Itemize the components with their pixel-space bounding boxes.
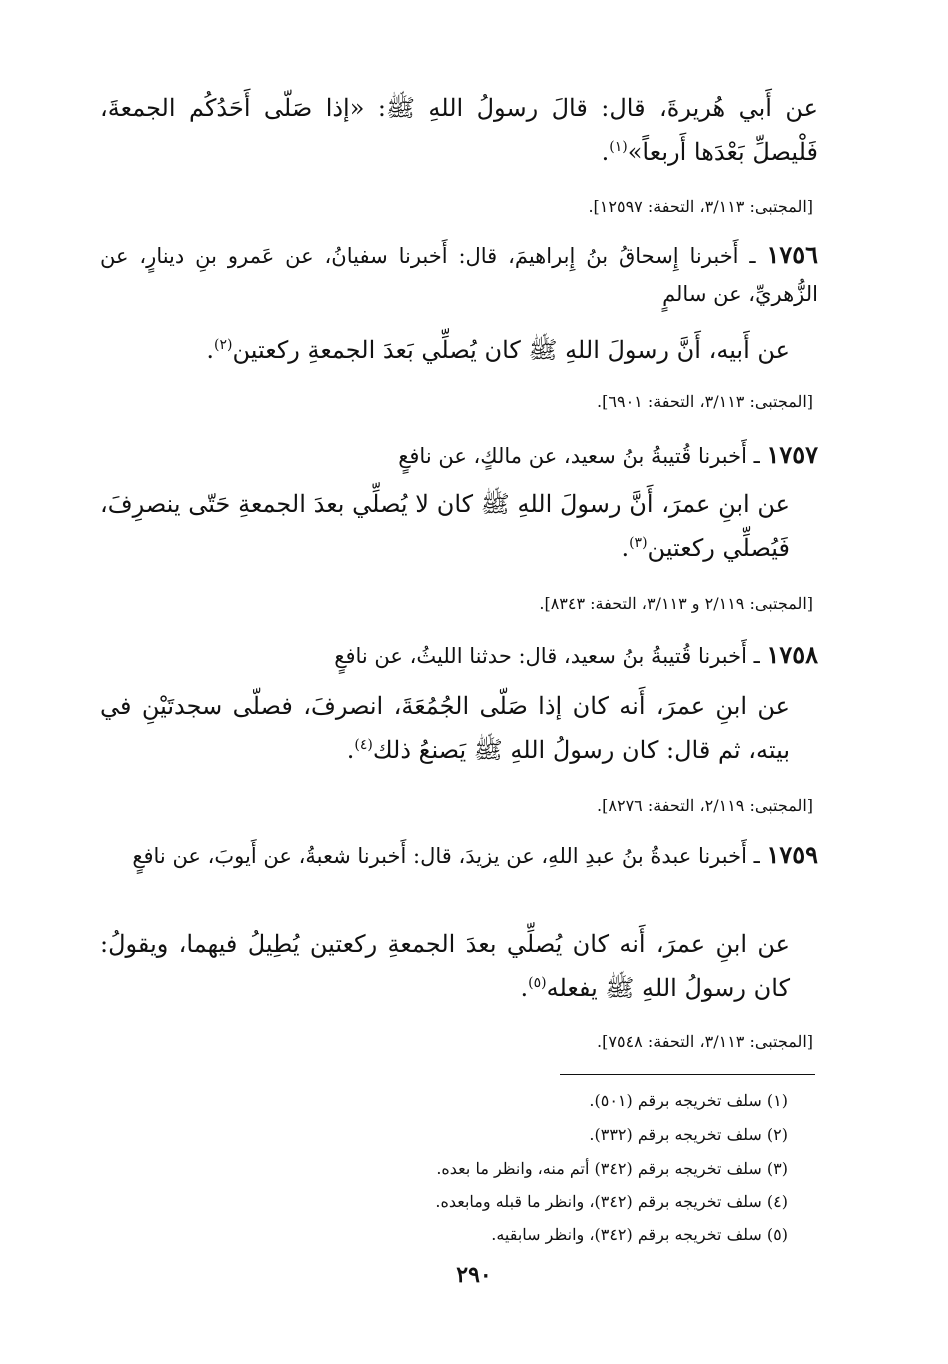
hadith-text-end: . — [206, 336, 215, 364]
hadith-text-body: عن أَبيه، أَنَّ رسولَ اللهِ ﷺ كان يُصلِّي بَعدَ الجمعةِ ركعتين — [232, 336, 790, 364]
footnote-2: (٢) سلف تخريجه برقم (٣٣٢). — [589, 1125, 788, 1144]
hadith-text — [100, 328, 818, 372]
footnote-separator — [560, 1074, 815, 1075]
hadith-text-end: . — [520, 974, 529, 1002]
hadith-text-end: . — [601, 138, 610, 166]
footnote-marker[interactable]: (٣) — [629, 535, 648, 551]
hadith-text-end: . — [621, 534, 630, 562]
isnad-text: ـ أَخبرنا عبدةُ بنُ عبدِ اللهِ، عن يزيدَ، قال: أَخبرنا شعبةُ، عن أَيوبَ، عن نافعٍ — [132, 844, 767, 868]
hadith-text-body: عن أَبي هُريرةَ، قال: قالَ رسولُ اللهِ ﷺ: «إذا صَلّى أَحَدُكُم الجمعةَ، فَلْيصلِّ بَعْدَها أَربعاً» — [100, 94, 818, 166]
hadith-number: ١٧٥٩ — [766, 840, 818, 869]
reference-line: [المجتبى: ٢/١١٩ و ٣/١١٣، التحفة: ٨٣٤٣]. — [539, 594, 813, 613]
footnote-1: (١) سلف تخريجه برقم (٥٠١). — [589, 1091, 788, 1110]
hadith-number: ١٧٥٦ — [766, 240, 818, 269]
isnad-text: ـ أَخبرنا إِسحاقُ بنُ إِبراهيمَ، قال: أَخبرنا سفيانُ، عن عَمرو بنِ دينارٍ، عن الزُّهريِّ، عن سالمٍ — [100, 244, 818, 306]
footnote-5: (٥) سلف تخريجه برقم (٣٤٢)، وانظر سابقيه. — [491, 1225, 788, 1244]
isnad-text: ـ أَخبرنا قُتيبةُ بنُ سعيد، قال: حدثنا الليثُ، عن نافعٍ — [334, 644, 767, 668]
footnote-marker[interactable]: (١) — [609, 139, 628, 155]
footnote-marker[interactable]: (٢) — [214, 337, 233, 353]
hadith-text-body: عن ابنِ عمرَ، أَنه كان يُصلِّي بعدَ الجمعةِ ركعتين يُطِيلُ فيهما، ويقولُ: كان رسولُ اللهِ ﷺ يفعله — [100, 930, 790, 1002]
reference-line: [المجتبى: ٢/١١٩، التحفة: ٨٢٧٦]. — [597, 796, 813, 815]
reference-line: [المجتبى: ٣/١١٣، التحفة: ٦٩٠١]. — [597, 392, 813, 411]
isnad-paragraph — [100, 436, 818, 475]
isnad-paragraph — [100, 236, 818, 313]
footnote-marker[interactable]: (٥) — [528, 975, 547, 991]
hadith-text-body: عن ابنِ عمرَ، أَنَّ رسولَ اللهِ ﷺ كان لا يُصلِّي بعدَ الجمعةِ حَتّى ينصرِفَ، فَيُصلِّي ركعتين — [100, 490, 790, 562]
footnote-3: (٣) سلف تخريجه برقم (٣٤٢) أتم منه، وانظر ما بعده. — [436, 1159, 788, 1178]
reference-line: [المجتبى: ٣/١١٣، التحفة: ٧٥٤٨]. — [597, 1032, 813, 1051]
hadith-text — [100, 86, 818, 174]
page-number: ٢٩٠ — [456, 1262, 492, 1288]
hadith-text — [100, 684, 818, 772]
isnad-paragraph — [100, 636, 818, 675]
isnad-paragraph — [100, 836, 818, 875]
footnote-4: (٤) سلف تخريجه برقم (٣٤٢)، وانظر ما قبله ومابعده. — [435, 1192, 788, 1211]
hadith-number: ١٧٥٧ — [766, 440, 818, 469]
hadith-text — [100, 922, 818, 1010]
footnote-marker[interactable]: (٤) — [354, 737, 373, 753]
isnad-text: ـ أَخبرنا قُتيبةُ بنُ سعيد، عن مالكٍ، عن نافعٍ — [398, 444, 767, 468]
hadith-text-body: عن ابنِ عمرَ، أَنه كان إذا صَلّى الجُمُعَةَ، انصرفَ، فصلّى سجدتَيْنِ في بيته، ثم قال: كان رسولُ اللهِ ﷺ يَصنعُ ذلك — [100, 692, 790, 764]
reference-line: [المجتبى: ٣/١١٣، التحفة: ١٢٥٩٧]. — [588, 197, 813, 216]
hadith-text-end: . — [346, 736, 355, 764]
hadith-number: ١٧٥٨ — [766, 640, 818, 669]
hadith-text — [100, 482, 818, 570]
